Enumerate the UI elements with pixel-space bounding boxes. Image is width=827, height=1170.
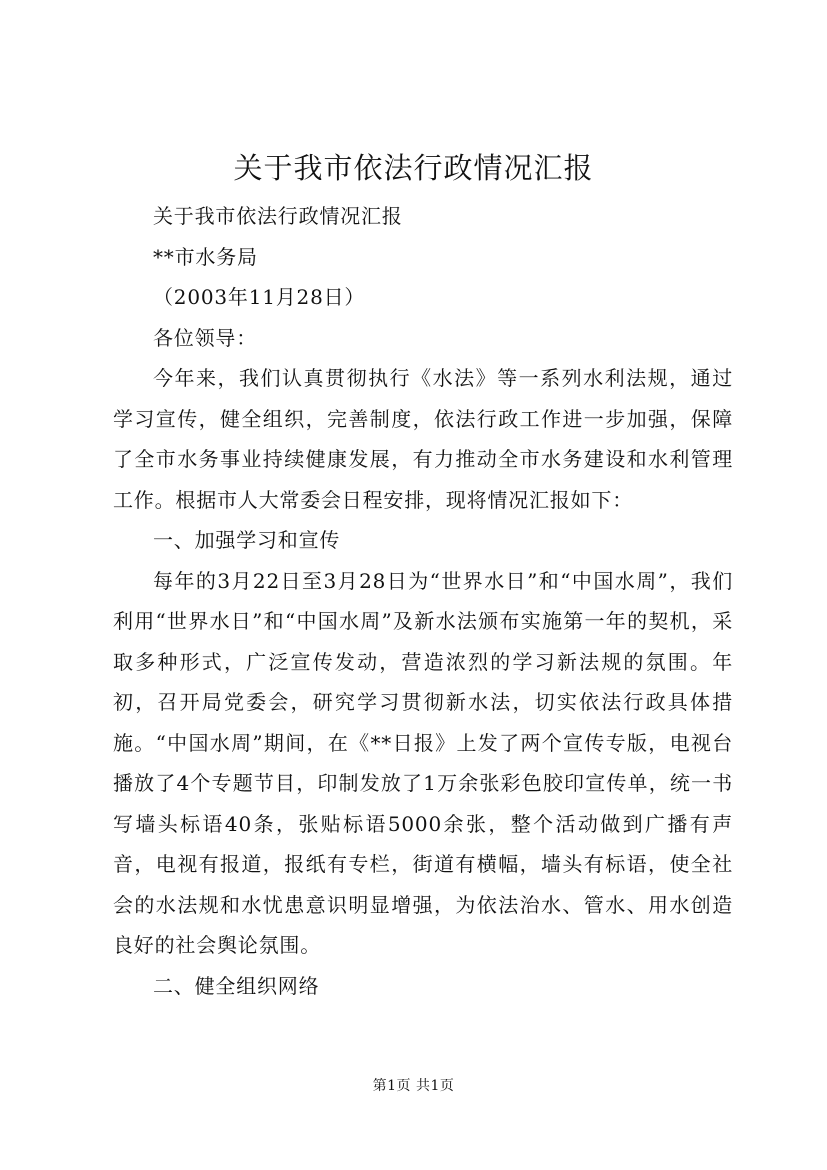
section-heading-2: 二、健全组织网络 xyxy=(153,973,320,998)
document-body xyxy=(113,196,733,1006)
paragraph-salutation: 各位领导： xyxy=(153,325,257,350)
paragraph-section-1: 每年的3月22日至3月28日为“世界水日”和“中国水周”，我们利用“世界水日”和“中国水周”及新水法颁布实施第一年的契机，采取多种形式，广泛宣传发动，营造浓烈的学习新法规的氛围。年初，召开局党委会，研究学习贯彻新水法，切实依法行政具体措施。“中国水周”期间，在《**日报》上发了两个宣传专版，电视台播放了4个专题节目，印制发放了1万余张彩色胶印宣传单，统一书写墙头标语40条，张贴标语5000余张，整个活动做到广播有声音，电视有报道，报纸有专栏，街道有横幅，墙头有标语，使全社会的水法规和水忧患意识明显增强，为依法治水、管水、用水创造良好的社会舆论氛围。 xyxy=(113,568,733,957)
paragraph-author: **市水务局 xyxy=(153,244,258,269)
document-title: 关于我市依法行政情况汇报 xyxy=(233,151,594,185)
paragraph-intro: 今年来，我们认真贯彻执行《水法》等一系列水利法规，通过学习宣传，健全组织，完善制度，依法行政工作进一步加强，保障了全市水务事业持续健康发展，有力推动全市水务建设和水利管理工作。根据市人大常委会日程安排，现将情况汇报如下： xyxy=(113,366,733,512)
paragraph-subtitle: 关于我市依法行政情况汇报 xyxy=(153,204,403,228)
paragraph-date: （2003年11月28日） xyxy=(153,285,366,309)
section-heading-1: 一、加强学习和宣传 xyxy=(153,528,341,552)
page-footer: 第1页 共1页 xyxy=(372,1078,455,1094)
